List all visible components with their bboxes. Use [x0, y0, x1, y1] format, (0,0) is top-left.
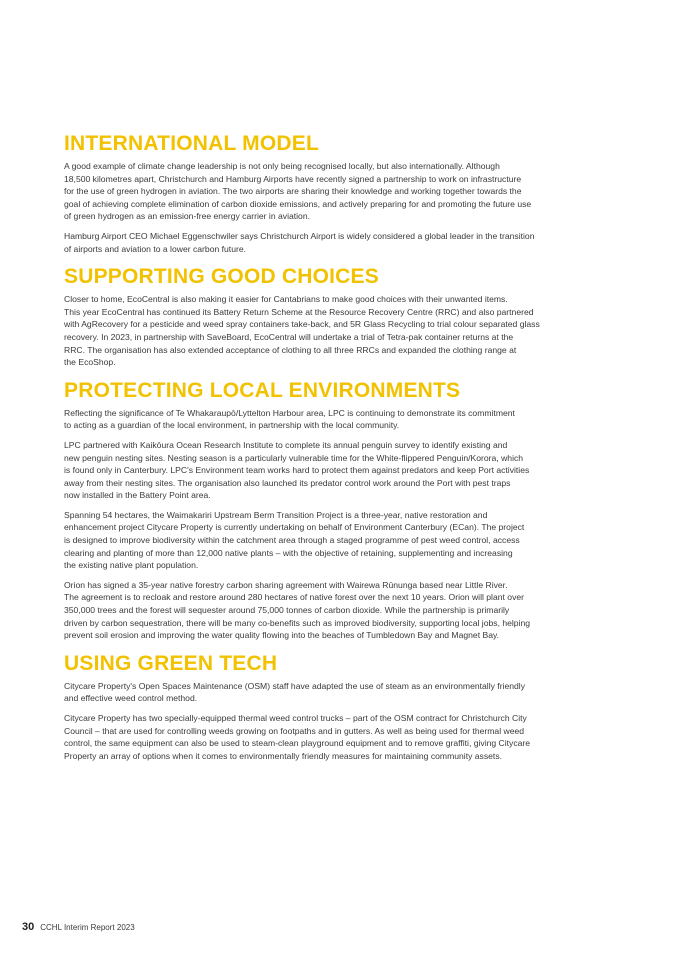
section-heading: INTERNATIONAL MODEL [64, 132, 320, 155]
paragraph: Hamburg Airport CEO Michael Eggenschwiler says Christchurch Airport is widely considered a global leader in the transition of airports and aviation to a lower carbon future. [64, 230, 535, 254]
section-heading: USING GREEN TECH [64, 651, 278, 675]
report-title: CCHL Interim Report 2023 [40, 923, 135, 932]
section-protecting-local-environments [64, 379, 612, 642]
section-supporting-good-choices [64, 265, 612, 369]
section-using-green-tech [64, 652, 612, 763]
paragraph: Closer to home, EcoCentral is also making it easier for Cantabrians to make good choices with their unwanted items. This year EcoCentral has continued its Battery Return Scheme at the Resource Recovery Centre (RRC) and also partnered with AgRecovery for a pesticide and weed spray containers take-back, and 5R Glass Recycling to trial colour separated glass recovery. In 2023, in partnership with SaveBoard, EcoCentral will undertake a trial of Tetra-pak container returns at the RRC. The organisation has also extended acceptance of clothing to all three RRCs and expanded the clothing range at the EcoShop. [64, 294, 540, 368]
page-number: 30 [22, 921, 35, 933]
paragraph: A good example of climate change leadership is not only being recognised locally, but also internationally. Although 18,500 kilometres apart, Christchurch and Hamburg Airports have recently signed a partnership to work on infrastructure for the use of green hydrogen in aviation. The two airports are sharing their knowledge and working together towards the goal of achieving complete elimination of carbon dioxide emissions, and actively preparing for and promoting the future use of green hydrogen as an emission-free energy carrier in aviation. [64, 161, 532, 222]
section-heading: SUPPORTING GOOD CHOICES [64, 265, 379, 289]
page-footer [22, 921, 135, 933]
paragraph: Spanning 54 hectares, the Waimakariri Upstream Berm Transition Project is a three-year, native restoration and enhancement project Citycare Property is currently undertaking on behalf of Environment Canterbury (ECan). The project is designed to improve biodiversity within the catchment area through a staged programme of pest weed control, access clearing and planting of more than 12,000 native plants – with the objective of retaining, supplementing and increasing the existing native plant population. [64, 509, 525, 571]
section-international-model [64, 132, 612, 255]
paragraph: LPC partnered with Kaikōura Ocean Research Institute to complete its annual penguin survey to identify existing and new penguin nesting sites. Nesting season is a particularly vulnerable time for the White-flippered Penguin/Korora, which is found only in Canterbury. LPC's Environment team works hard to protect them against predators and keep Port activities away from their nesting sites. The organisation also launched its predator control work around the Port with pest traps now installed in the Battery Point area. [64, 439, 530, 501]
paragraph: Citycare Property's Open Spaces Maintenance (OSM) staff have adapted the use of steam as an environmentally friendly and effective weed control method. [64, 680, 526, 704]
page-content [64, 132, 612, 769]
paragraph: Reflecting the significance of Te Whakaraupō/Lyttelton Harbour area, LPC is continuing to demonstrate its commitment to acting as a guardian of the local environment, in partnership with the local community. [64, 407, 515, 431]
paragraph: Citycare Property has two specially-equipped thermal weed control trucks – part of the OSM contract for Christchurch City Council – that are used for controlling weeds growing on footpaths and in gutters. As well as being used for thermal weed control, the same equipment can also be used to steam-clean playground equipment and to remove graffiti, giving Citycare Property an array of options when it comes to environmentally friendly measures for maintaining community assets. [64, 713, 531, 761]
paragraph: Orion has signed a 35-year native forestry carbon sharing agreement with Wairewa Rūnunga based near Little River. The agreement is to recloak and restore around 280 hectares of native forest over the next 10 years. Orion will plant over 350,000 trees and the forest will sequester around 75,000 tonnes of carbon dioxide. While the partnership is primarily driven by carbon sequestration, there will be many co-benefits such as improved biodiversity, supporting local jobs, helping prevent soil erosion and improving the water quality flowing into the beaches of Tumbledown Bay and Magnet Bay. [64, 579, 531, 641]
section-heading: PROTECTING LOCAL ENVIRONMENTS [64, 378, 461, 402]
